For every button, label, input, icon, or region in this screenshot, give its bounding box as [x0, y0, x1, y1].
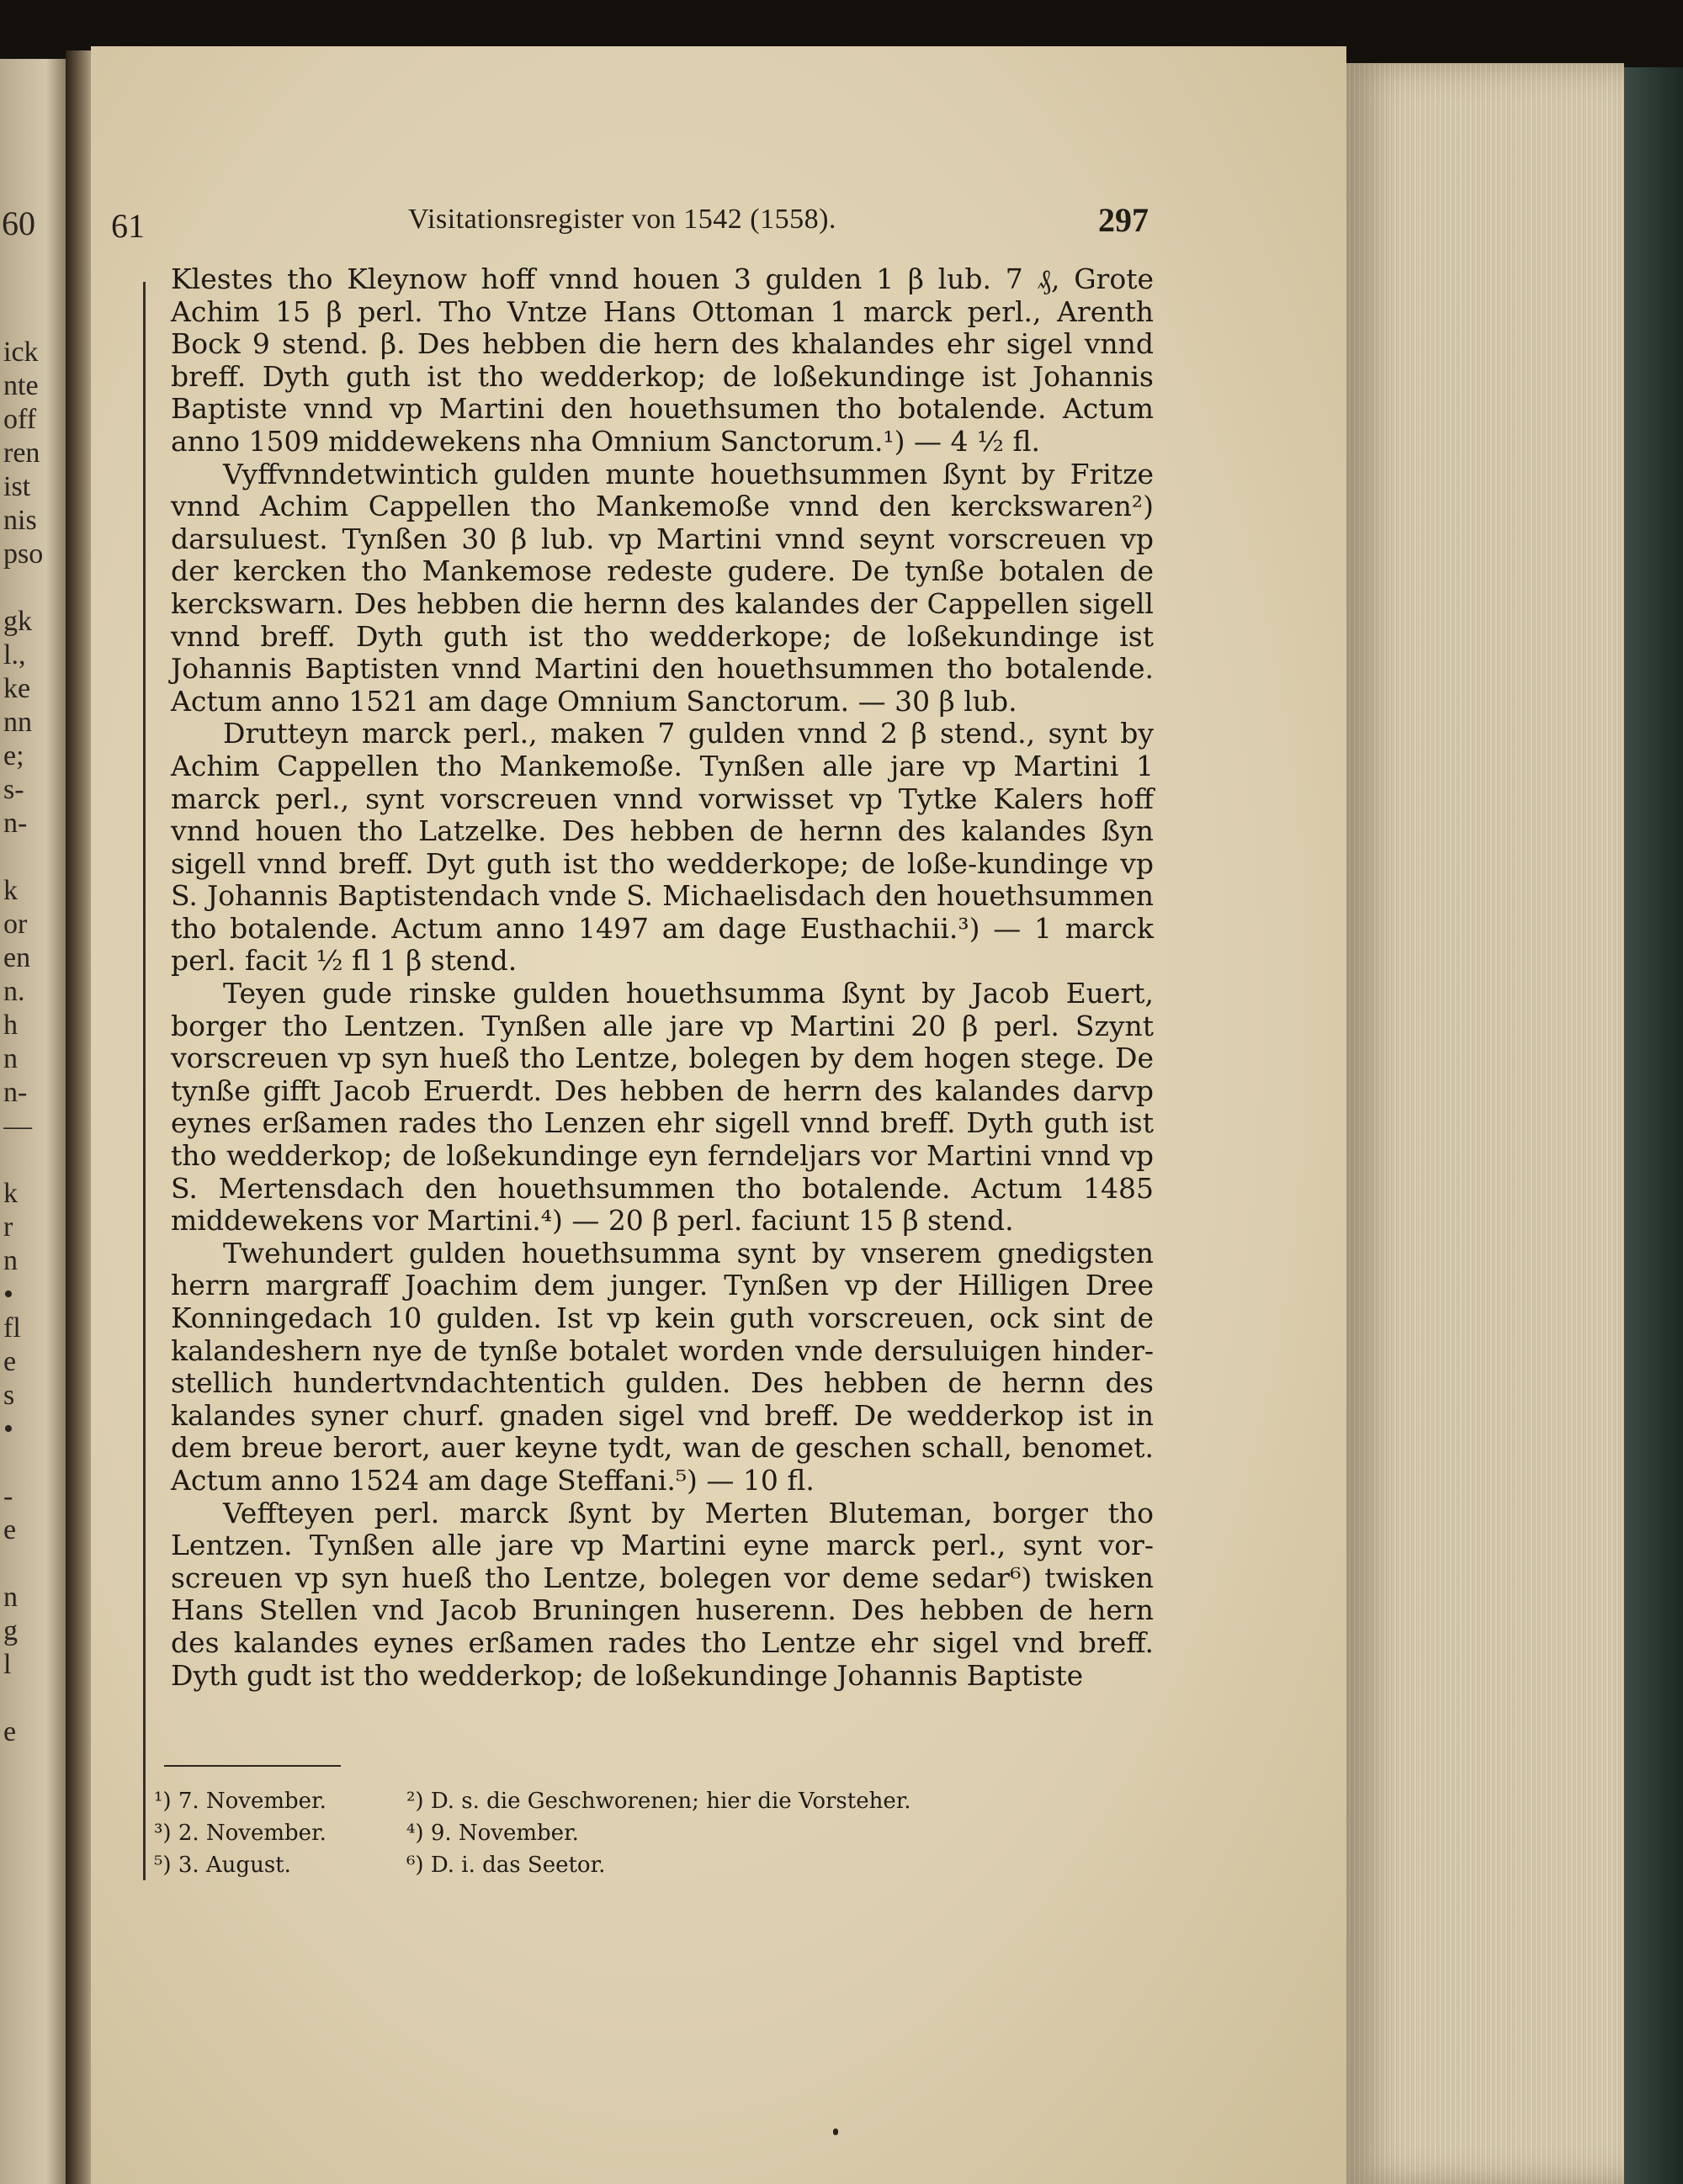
footnote-rule	[164, 1765, 341, 1767]
left-page-fragment-line: l	[3, 1649, 12, 1680]
left-page-fragment-line: •	[3, 1279, 13, 1310]
margin-rule	[143, 282, 146, 1880]
left-page-fragment-line: k	[3, 1178, 18, 1209]
paragraph: Vyffvnndetwintich gulden munte houethsummen ßynt by Fritze vnnd Achim Cappellen tho Mankemoße vnnd den kerckswaren²) darsuluest. Tynßen 30 β lub. vp Martini vnnd seynt vorscreuen vp der kercken tho Mankemose redeste gudere. De tynße botalen de kerckswarn. Des hebben die hernn des kalandes der Cappellen sigell vnnd breff. Dyth guth ist tho wedderkope; de loßekundinge ist Johannis Baptisten vnnd Martini den houethsummen tho botalende. Actum anno 1521 am dage Omnium Sanctorum. — 30 β lub.	[171, 457, 1154, 718]
footnote: ⁵) 3. August.	[154, 1853, 291, 1878]
left-page-fragment-line: n	[3, 1245, 18, 1276]
left-page-fragment-line: en	[3, 942, 31, 973]
paragraph: Klestes tho Kleynow hoff vnnd houen 3 gulden 1 β lub. 7 ₰, Grote Achim 15 β perl. Tho Vntze Hans Ottoman 1 marck perl., Arenth Bock 9 stend. β. Des hebben die hern des khalandes ehr sigel vnnd breff. Dyth guth ist tho wedderkop; de loßekundinge ist Johannis Baptiste vnnd vp Martini den houethsumen tho botalende. Actum anno 1509 middewekens nha Omnium Sanctorum.¹) — 4 ½ fl.	[171, 262, 1154, 458]
left-page-fragment-line: •	[3, 1413, 13, 1445]
paragraph: Teyen gude rinske gulden houethsumma ßynt by Jacob Euert, borger tho Lentzen. Tynßen alle jare vp Martini 20 β perl. Szynt vorscreuen vp syn hueß tho Lentze, bolegen by dem hogen stege. De tynße gifft Jacob Eruerdt. Des hebben de herrn des kalandes darvp eynes erßamen rades tho Lenzen ehr sigell vnnd breff. Dyth guth ist tho wedderkop; de loßekundinge eyn ferndeljars vor Martini vnnd vp S. Mertensdach den houethsummen tho botalende. Actum 1485 middewekens vor Martini.⁴) — 20 β perl. faciunt 15 β stend.	[171, 977, 1154, 1238]
footnote: ¹) 7. November.	[154, 1789, 327, 1814]
left-page-fragment-line: nn	[3, 707, 32, 738]
footnote: ²) D. s. die Geschworenen; hier die Vorsteher.	[406, 1789, 911, 1814]
left-page-fragment-line: l.,	[3, 639, 26, 671]
left-page-fragment-line: g	[3, 1615, 18, 1646]
left-page-fragment-line: ren	[3, 437, 40, 469]
page-marker: 61	[111, 207, 145, 245]
left-page-fragment-line: s-	[3, 774, 24, 805]
book-gutter	[66, 50, 91, 2184]
left-page-fragment-line: e	[3, 1514, 17, 1545]
left-page-fragment-line: nte	[3, 370, 39, 401]
left-page-fragment-line: fl	[3, 1312, 21, 1344]
left-page-fragment-line: ist	[3, 471, 31, 502]
left-page-fragment-line: n	[3, 1582, 18, 1613]
left-page-fragment-line: pso	[3, 538, 44, 570]
left-page-fragment-line: n	[3, 1043, 18, 1074]
page-edges	[1346, 63, 1624, 2184]
left-page-fragment-line: —	[3, 1111, 32, 1142]
left-page-number: 60	[2, 204, 35, 242]
left-page-fragment-line: e;	[3, 740, 24, 771]
footnote: ⁴) 9. November.	[406, 1821, 579, 1846]
left-page-fragment-line: ke	[3, 673, 31, 704]
left-page-fragment-line: n-	[3, 808, 28, 839]
left-page-fragment-line: gk	[3, 606, 32, 637]
body-text	[171, 263, 1154, 1692]
ink-speck	[833, 2128, 838, 2135]
paragraph: Twehundert gulden houethsumma synt by vnserem gnedigsten herrn margraff Joachim dem junger. Tynßen vp der Hilligen Dree Konningedach 10 gulden. Ist vp kein guth vorscreuen, ock sint de kalandeshern nye de tynße botalet worden vnde dersuluigen hinder-stellich hundertvndachtentich gulden. Des hebben de hernn des kalandes syner churf. gnaden sigel vnd breff. De wedderkop ist in dem breue berort, auer keyne tydt, wan de geschen schall, benomet. Actum anno 1524 am dage Steffani.⁵) — 10 fl.	[171, 1236, 1154, 1497]
left-page-fragment-line: n.	[3, 976, 25, 1007]
paragraph: Drutteyn marck perl., maken 7 gulden vnnd 2 β stend., synt by Achim Cappellen tho Mankemoße. Tynßen alle jare vp Martini 1 marck perl., synt vorscreuen vnnd vorwisset vp Tytke Kalers hoff vnnd houen tho Latzelke. Des hebben de hernn des kalandes ßyn sigell vnnd breff. Dyt guth ist tho wedderkope; de loße-kundinge vp S. Johannis Baptistendach vnde S. Michaelisdach den houethsummen tho botalende. Actum anno 1497 am dage Eusthachii.³) — 1 marck perl. facit ½ fl 1 β stend.	[171, 717, 1154, 978]
footnote: ⁶) D. i. das Seetor.	[406, 1853, 606, 1878]
left-page-fragment-line: n-	[3, 1077, 28, 1108]
left-page-fragment	[0, 59, 66, 2184]
left-page-fragment-line: s	[3, 1380, 15, 1411]
left-page-fragment-line: e	[3, 1716, 17, 1747]
left-page-fragment-line: -	[3, 1481, 13, 1512]
paragraph: Veffteyen perl. marck ßynt by Merten Bluteman, borger tho Lentzen. Tynßen alle jare vp Martini eyne marck perl., synt vor-screuen vp syn hueß tho Lentze, bolegen vor deme sedar⁶) twisken Hans Stellen vnd Jacob Bruningen huserenn. Des hebben de hern des kalandes eynes erßamen rades tho Lentze ehr sigel vnd breff. Dyth gudt ist tho wedderkop; de loßekundinge Johannis Baptiste	[171, 1496, 1154, 1692]
left-page-fragment-line: nis	[3, 505, 37, 536]
left-page-fragment-line: off	[3, 404, 37, 435]
left-page-fragment-line: or	[3, 909, 28, 940]
footnote: ³) 2. November.	[154, 1821, 327, 1846]
left-page-fragment-line: k	[3, 875, 18, 906]
page-number: 297	[1098, 201, 1149, 239]
book-cover-edge	[1624, 67, 1683, 2184]
left-page-fragment-line: ick	[3, 337, 39, 368]
left-page-fragment-line: h	[3, 1010, 18, 1041]
left-page-fragment-line: e	[3, 1346, 17, 1377]
running-title: Visitationsregister von 1542 (1558).	[408, 204, 836, 235]
left-page-fragment-line: r	[3, 1211, 13, 1243]
